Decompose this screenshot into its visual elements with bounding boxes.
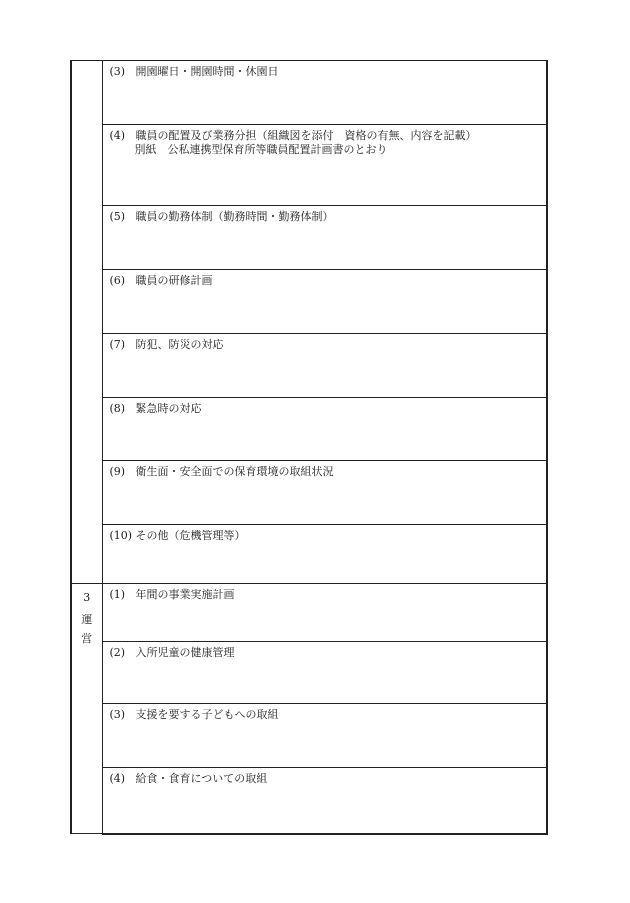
table-row <box>71 768 547 834</box>
item-number: (6) <box>109 274 126 287</box>
table-row <box>71 525 547 584</box>
item-number: (10) <box>109 529 133 542</box>
item-number: (3) <box>109 65 126 78</box>
table-row <box>71 270 547 334</box>
item-cell <box>102 584 547 642</box>
item-cell <box>102 61 547 125</box>
item-label: その他（危機管理等） <box>135 529 246 542</box>
section-title-char: 運 <box>81 613 93 626</box>
table-row <box>71 334 547 398</box>
item-label: 職員の勤務体制（勤務時間・勤務体制） <box>135 210 334 223</box>
table-row <box>71 125 547 206</box>
table-row <box>71 398 547 461</box>
item-note: 別紙 公私連携型保育所等職員配置計画書のとおり <box>134 143 388 156</box>
item-number: (5) <box>109 210 126 223</box>
table-row <box>71 61 547 125</box>
plan-form-table <box>70 60 548 835</box>
item-cell <box>102 461 547 525</box>
table-row <box>71 704 547 768</box>
item-label: 開園曜日・開園時間・休園日 <box>135 65 279 78</box>
item-label: 年間の事業実施計画 <box>135 588 235 601</box>
section2-category-cell <box>71 61 102 584</box>
item-number: (7) <box>109 338 126 351</box>
item-cell <box>102 642 547 704</box>
item-cell <box>102 525 547 584</box>
item-label: 防犯、防災の対応 <box>135 338 224 351</box>
item-number: (1) <box>109 588 126 601</box>
item-cell <box>102 334 547 398</box>
table-row <box>71 461 547 525</box>
item-label: 衛生面・安全面での保育環境の取組状況 <box>135 465 334 478</box>
section3-category-cell <box>71 584 102 834</box>
item-label: 入所児童の健康管理 <box>135 646 235 659</box>
table-row <box>71 206 547 270</box>
item-cell <box>102 768 547 834</box>
section-number: 3 <box>83 591 91 604</box>
item-label: 職員の配置及び業務分担（組織図を添付 資格の有無、内容を記載） <box>135 129 477 142</box>
item-number: (4) <box>109 772 126 785</box>
item-label: 支援を要する子どもへの取組 <box>135 708 279 721</box>
item-cell <box>102 398 547 461</box>
item-number: (4) <box>109 129 126 142</box>
section-title-char: 営 <box>81 632 93 645</box>
item-cell <box>102 125 547 206</box>
table-row <box>71 642 547 704</box>
item-label: 緊急時の対応 <box>135 402 202 415</box>
item-cell <box>102 704 547 768</box>
item-number: (9) <box>109 465 126 478</box>
item-label: 給食・食育についての取組 <box>135 772 268 785</box>
item-number: (8) <box>109 402 126 415</box>
item-label: 職員の研修計画 <box>135 274 213 287</box>
item-number: (2) <box>109 646 126 659</box>
item-cell <box>102 206 547 270</box>
item-cell <box>102 270 547 334</box>
item-number: (3) <box>109 708 126 721</box>
table-row <box>71 584 547 642</box>
